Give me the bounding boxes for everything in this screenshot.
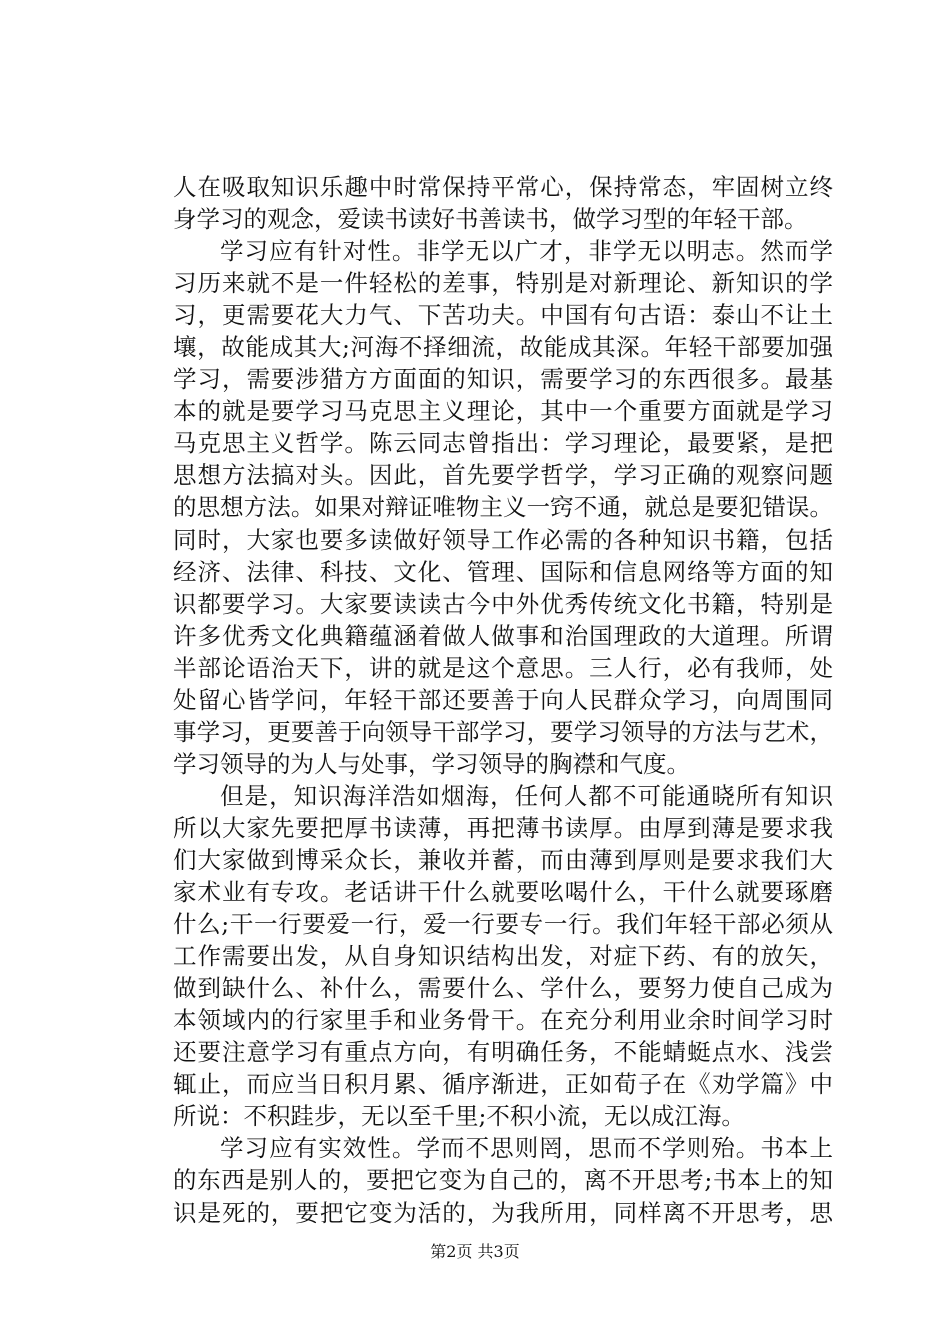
document-body [173, 171, 833, 1229]
paragraph [173, 780, 833, 1133]
text-line: 学习应有实效性。学而不思则罔，思而不学则殆。书本上 [220, 1134, 833, 1163]
text-line: 本领域内的行家里手和业务骨干。在充分利用业余时间学习时 [173, 1006, 833, 1035]
text-line: 的东西是别人的，要把它变为自己的，离不开思考;书本上的知 [173, 1166, 833, 1195]
text-line: 什么;干一行要爱一行，爱一行要专一行。我们年轻干部必须从 [173, 910, 833, 939]
text-line: 身学习的观念，爱读书读好书善读书，做学习型的年轻干部。 [173, 205, 808, 234]
text-line: 同时，大家也要多读做好领导工作必需的各种知识书籍，包括 [173, 525, 833, 554]
text-line: 许多优秀文化典籍蕴涵着做人做事和治国理政的大道理。所谓 [173, 621, 833, 650]
text-line: 工作需要出发，从自身知识结构出发，对症下药、有的放矢， [173, 942, 833, 971]
text-line: 经济、法律、科技、文化、管理、国际和信息网络等方面的知 [173, 557, 833, 586]
page-footer [0, 1242, 950, 1262]
text-line: 的思想方法。如果对辩证唯物主义一窍不通，就总是要犯错误。 [173, 493, 833, 522]
text-line: 习，更需要花大力气、下苦功夫。中国有句古语：泰山不让土 [173, 301, 833, 330]
text-line: 学习，需要涉猎方方面面的知识，需要学习的东西很多。最基 [173, 365, 833, 394]
text-line: 事学习，更要善于向领导干部学习，要学习领导的方法与艺术， [173, 717, 833, 746]
text-line: 学习应有针对性。非学无以广才，非学无以明志。然而学 [220, 237, 833, 266]
text-line: 所以大家先要把厚书读薄，再把薄书读厚。由厚到薄是要求我 [173, 813, 833, 842]
text-line: 识是死的，要把它变为活的，为我所用，同样离不开思考，思 [173, 1198, 833, 1227]
text-line: 识都要学习。大家要读读古今中外优秀传统文化书籍，特别是 [173, 589, 833, 618]
paragraph [173, 171, 833, 235]
text-line: 学习领导的为人与处事，学习领导的胸襟和气度。 [173, 749, 690, 778]
text-line: 家术业有专攻。老话讲干什么就要吆喝什么，干什么就要琢磨 [173, 878, 833, 907]
paragraph [173, 235, 833, 780]
text-line: 思想方法搞对头。因此，首先要学哲学，学习正确的观察问题 [173, 461, 833, 490]
page-number-label: 第2页 共3页 [430, 1242, 520, 1261]
text-line: 半部论语治天下，讲的就是这个意思。三人行，必有我师，处 [173, 653, 833, 682]
text-line: 但是，知识海洋浩如烟海，任何人都不可能通晓所有知识 [220, 781, 833, 810]
text-line: 们大家做到博采众长，兼收并蓄，而由薄到厚则是要求我们大 [173, 845, 833, 874]
text-line: 做到缺什么、补什么，需要什么、学什么，要努力使自己成为 [173, 974, 833, 1003]
text-line: 辄止，而应当日积月累、循序渐进，正如荀子在《劝学篇》中 [173, 1070, 833, 1099]
text-line: 处留心皆学问，年轻干部还要善于向人民群众学习，向周围同 [173, 685, 833, 714]
text-line: 马克思主义哲学。陈云同志曾指出：学习理论，最要紧，是把 [173, 429, 833, 458]
paragraph [173, 1132, 833, 1228]
text-line: 所说：不积跬步，无以至千里;不积小流，无以成江海。 [173, 1102, 745, 1131]
text-line: 壤，故能成其大;河海不择细流，故能成其深。年轻干部要加强 [173, 333, 833, 362]
text-line: 本的就是要学习马克思主义理论，其中一个重要方面就是学习 [173, 397, 833, 426]
text-line: 还要注意学习有重点方向，有明确任务，不能蜻蜓点水、浅尝 [173, 1038, 833, 1067]
text-line: 习历来就不是一件轻松的差事，特别是对新理论、新知识的学 [173, 269, 833, 298]
text-line: 人在吸取知识乐趣中时常保持平常心，保持常态，牢固树立终 [173, 173, 833, 201]
